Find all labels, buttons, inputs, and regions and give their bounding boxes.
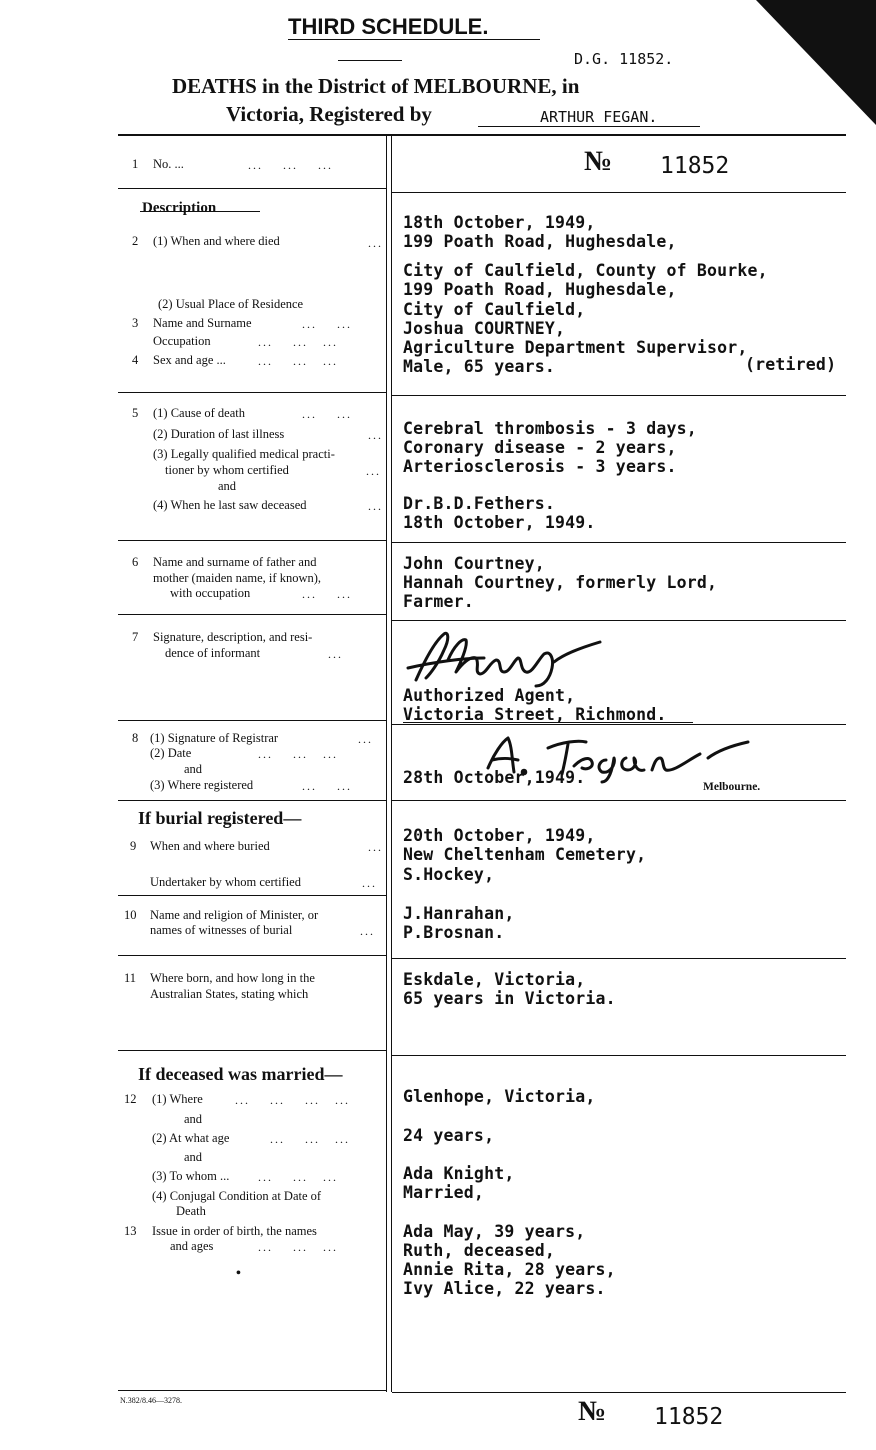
sep-left-7 (118, 895, 386, 896)
row-3-label-2: Occupation (153, 334, 211, 348)
row-3-leader-2: ... ... ... (258, 335, 338, 349)
row-4-number: 4 (132, 353, 139, 367)
dg-number: D.G. 11852. (574, 50, 674, 68)
row-5-value-4: Dr.B.D.Fethers. (403, 494, 556, 513)
row-1-label: No. ... (153, 157, 184, 171)
row-5-value-2: Coronary disease - 2 years, (403, 438, 677, 457)
row-10-label-1: Name and religion of Minister, or (150, 908, 319, 922)
row-12-value-2: 24 years, (403, 1126, 495, 1145)
row-3-label-1: Name and Surname (153, 316, 252, 330)
row-3-leader-1: ... ... (302, 317, 352, 331)
row-12-value-4: Married, (403, 1183, 485, 1202)
registration-number: 11852 (660, 153, 730, 179)
row-6-label-2: mother (maiden name, if known), (153, 571, 322, 585)
row-11-label-1: Where born, and how long in the (150, 971, 315, 985)
row-12-value-1: Glenhope, Victoria, (403, 1087, 596, 1106)
row-8-leader-3: ... ... (302, 779, 352, 793)
row-8-label-2: (2) Date (150, 746, 192, 760)
row-10-value-2: P.Brosnan. (403, 923, 505, 942)
row-5-leader-1: ... ... (302, 407, 352, 421)
sep-left-6 (118, 800, 386, 801)
row-9-leader-2: ... (362, 876, 377, 890)
row-6-value-1: John Courtney, (403, 554, 545, 573)
row-12-and-2: and (184, 1150, 203, 1164)
row-11-value-1: Eskdale, Victoria, (403, 970, 586, 989)
row-13-dot: • (236, 1266, 241, 1281)
number-prefix: № (584, 146, 613, 177)
row-8-value-date: 28th October,1949. (403, 768, 586, 787)
registrar-underline (478, 126, 700, 127)
row-7-underline (403, 722, 693, 723)
top-rule (118, 134, 846, 136)
row-3-value-1: Joshua COURTNEY, (403, 319, 566, 338)
row-10-label-2: names of witnesses of burial (150, 923, 293, 937)
row-6-value-3: Farmer. (403, 592, 474, 611)
sep-left-5 (118, 720, 386, 721)
row-5-value-5: 18th October, 1949. (403, 513, 596, 532)
row-2-label-1: (1) When and where died (153, 234, 280, 248)
footer-number-value: 11852 (654, 1404, 724, 1430)
row-12-label-4a: (4) Conjugal Condition at Date of (152, 1189, 322, 1203)
row-6-label-3: with occupation (170, 586, 251, 600)
row-7-number: 7 (132, 630, 139, 644)
row-8-label-1: (1) Signature of Registrar (150, 731, 279, 745)
row-7-label-2: dence of informant (165, 646, 261, 660)
row-7-value-1: Authorized Agent, (403, 686, 576, 705)
footer-number-prefix: № (578, 1396, 607, 1427)
sep-left-1 (118, 188, 386, 189)
row-2-value-3: City of Caulfield, County of Bourke, (403, 261, 768, 280)
row-6-label-1: Name and surname of father and (153, 555, 317, 569)
row-12-value-3: Ada Knight, (403, 1164, 515, 1183)
row-8-leader-1: ... (358, 732, 373, 746)
row-4-label: Sex and age ... (153, 353, 226, 367)
sep-right-3 (392, 542, 846, 543)
row-12-leader-2: ... ... ... (270, 1132, 350, 1146)
row-9-value-1: 20th October, 1949, (403, 826, 596, 845)
sep-right-1 (392, 192, 846, 193)
row-7-value-2: Victoria Street, Richmond. (403, 705, 667, 724)
row-5-number: 5 (132, 406, 139, 420)
sep-right-4 (392, 620, 846, 621)
row-3-number: 3 (132, 316, 139, 330)
bottom-rule-right (392, 1392, 846, 1393)
sep-left-9 (118, 1050, 386, 1051)
title-line-2: Victoria, Registered by (226, 102, 432, 126)
row-1-leader: ... ... ... (248, 158, 333, 172)
married-heading: If deceased was married— (138, 1064, 343, 1084)
row-8-value-place: Melbourne. (703, 781, 761, 793)
schedule-title: THIRD SCHEDULE. (288, 14, 489, 39)
row-9-value-2: New Cheltenham Cemetery, (403, 845, 647, 864)
title-line-1: DEATHS in the District of MELBOURNE, in (172, 74, 580, 98)
row-12-and-1: and (184, 1112, 203, 1126)
row-10-leader: ... (360, 924, 375, 938)
description-strike (140, 211, 260, 212)
row-5-value-1: Cerebral thrombosis - 3 days, (403, 419, 697, 438)
row-12-label-4b: Death (176, 1204, 206, 1218)
sep-right-2 (392, 395, 846, 396)
row-5-label-3b: tioner by whom certified (165, 463, 289, 477)
burial-heading: If burial registered— (138, 808, 302, 828)
row-2-leader: ... (368, 236, 383, 250)
row-5-leader-2: ... (368, 428, 383, 442)
row-10-value-1: J.Hanrahan, (403, 904, 515, 923)
row-13-label-2: and ages (170, 1239, 214, 1253)
row-4-value-extra: (retired) (745, 355, 837, 374)
row-9-value-3: S.Hockey, (403, 865, 495, 884)
row-13-value-1: Ada May, 39 years, (403, 1222, 586, 1241)
row-7-leader: ... (328, 647, 343, 661)
sep-right-7 (392, 958, 846, 959)
informant-signature (404, 628, 604, 688)
row-8-and: and (184, 762, 203, 776)
row-13-label-1: Issue in order of birth, the names (152, 1224, 317, 1238)
row-2-value-2: 199 Poath Road, Hughesdale, (403, 232, 677, 251)
row-6-number: 6 (132, 555, 139, 569)
row-2-value-5: City of Caulfield, (403, 300, 586, 319)
row-9-number: 9 (130, 839, 137, 853)
row-8-number: 8 (132, 731, 139, 745)
row-6-leader: ... ... (302, 587, 352, 601)
print-code: N.382/8.46—3278. (120, 1396, 182, 1405)
row-1-number: 1 (132, 157, 139, 171)
row-5-label-2: (2) Duration of last illness (153, 427, 285, 441)
row-4-value: Male, 65 years. (403, 357, 556, 376)
row-11-value-2: 65 years in Victoria. (403, 989, 616, 1008)
row-9-leader-1: ... (368, 840, 383, 854)
row-13-leader: ... ... ... (258, 1240, 338, 1254)
row-5-value-3: Arteriosclerosis - 3 years. (403, 457, 677, 476)
row-5-and: and (218, 479, 237, 493)
row-9-label-2: Undertaker by whom certified (150, 875, 301, 889)
sep-right-5 (392, 724, 846, 725)
bottom-rule-left (118, 1390, 386, 1391)
row-13-value-2: Ruth, deceased, (403, 1241, 556, 1260)
row-13-number: 13 (124, 1224, 137, 1238)
row-2-value-4: 199 Poath Road, Hughesdale, (403, 280, 677, 299)
row-12-number: 12 (124, 1092, 137, 1106)
row-3-value-2: Agriculture Department Supervisor, (403, 338, 748, 357)
row-12-label-3: (3) To whom ... (152, 1169, 230, 1183)
row-12-leader-1: ... ... ... ... (235, 1093, 350, 1107)
title-sub-underline (338, 60, 402, 61)
description-heading: Description (142, 200, 217, 216)
column-divider-1 (386, 134, 387, 1392)
row-2-number: 2 (132, 234, 139, 248)
row-10-number: 10 (124, 908, 137, 922)
row-5-label-1: (1) Cause of death (153, 406, 245, 420)
row-13-value-3: Annie Rita, 28 years, (403, 1260, 616, 1279)
row-8-leader-2: ... ... ... (258, 747, 338, 761)
row-5-label-4: (4) When he last saw deceased (153, 498, 307, 512)
registrar-name: ARTHUR FEGAN. (540, 108, 658, 126)
sep-right-8 (392, 1055, 846, 1056)
row-11-number: 11 (124, 971, 137, 985)
sep-right-6 (392, 800, 846, 801)
row-12-label-1: (1) Where (152, 1092, 203, 1106)
row-13-value-4: Ivy Alice, 22 years. (403, 1279, 606, 1298)
row-8-label-3: (3) Where registered (150, 778, 254, 792)
row-9-label-1: When and where buried (150, 839, 270, 853)
row-6-value-2: Hannah Courtney, formerly Lord, (403, 573, 718, 592)
row-11-label-2: Australian States, stating which (150, 987, 309, 1001)
row-5-leader-4: ... (368, 499, 383, 513)
row-12-leader-3: ... ... ... (258, 1170, 338, 1184)
title-underline (288, 39, 540, 40)
sep-left-3 (118, 540, 386, 541)
row-5-leader-3: ... (366, 464, 381, 478)
row-2-value-1: 18th October, 1949, (403, 213, 596, 232)
row-2-label-2: (2) Usual Place of Residence (158, 297, 304, 311)
sep-left-8 (118, 955, 386, 956)
sep-left-4 (118, 614, 386, 615)
row-4-leader: ... ... ... (258, 354, 338, 368)
row-5-label-3a: (3) Legally qualified medical practi- (153, 447, 335, 461)
sep-left-2 (118, 392, 386, 393)
column-divider-2 (391, 134, 392, 1392)
corner-fold (756, 0, 876, 125)
row-7-label-1: Signature, description, and resi- (153, 630, 313, 644)
row-12-label-2: (2) At what age (152, 1131, 230, 1145)
